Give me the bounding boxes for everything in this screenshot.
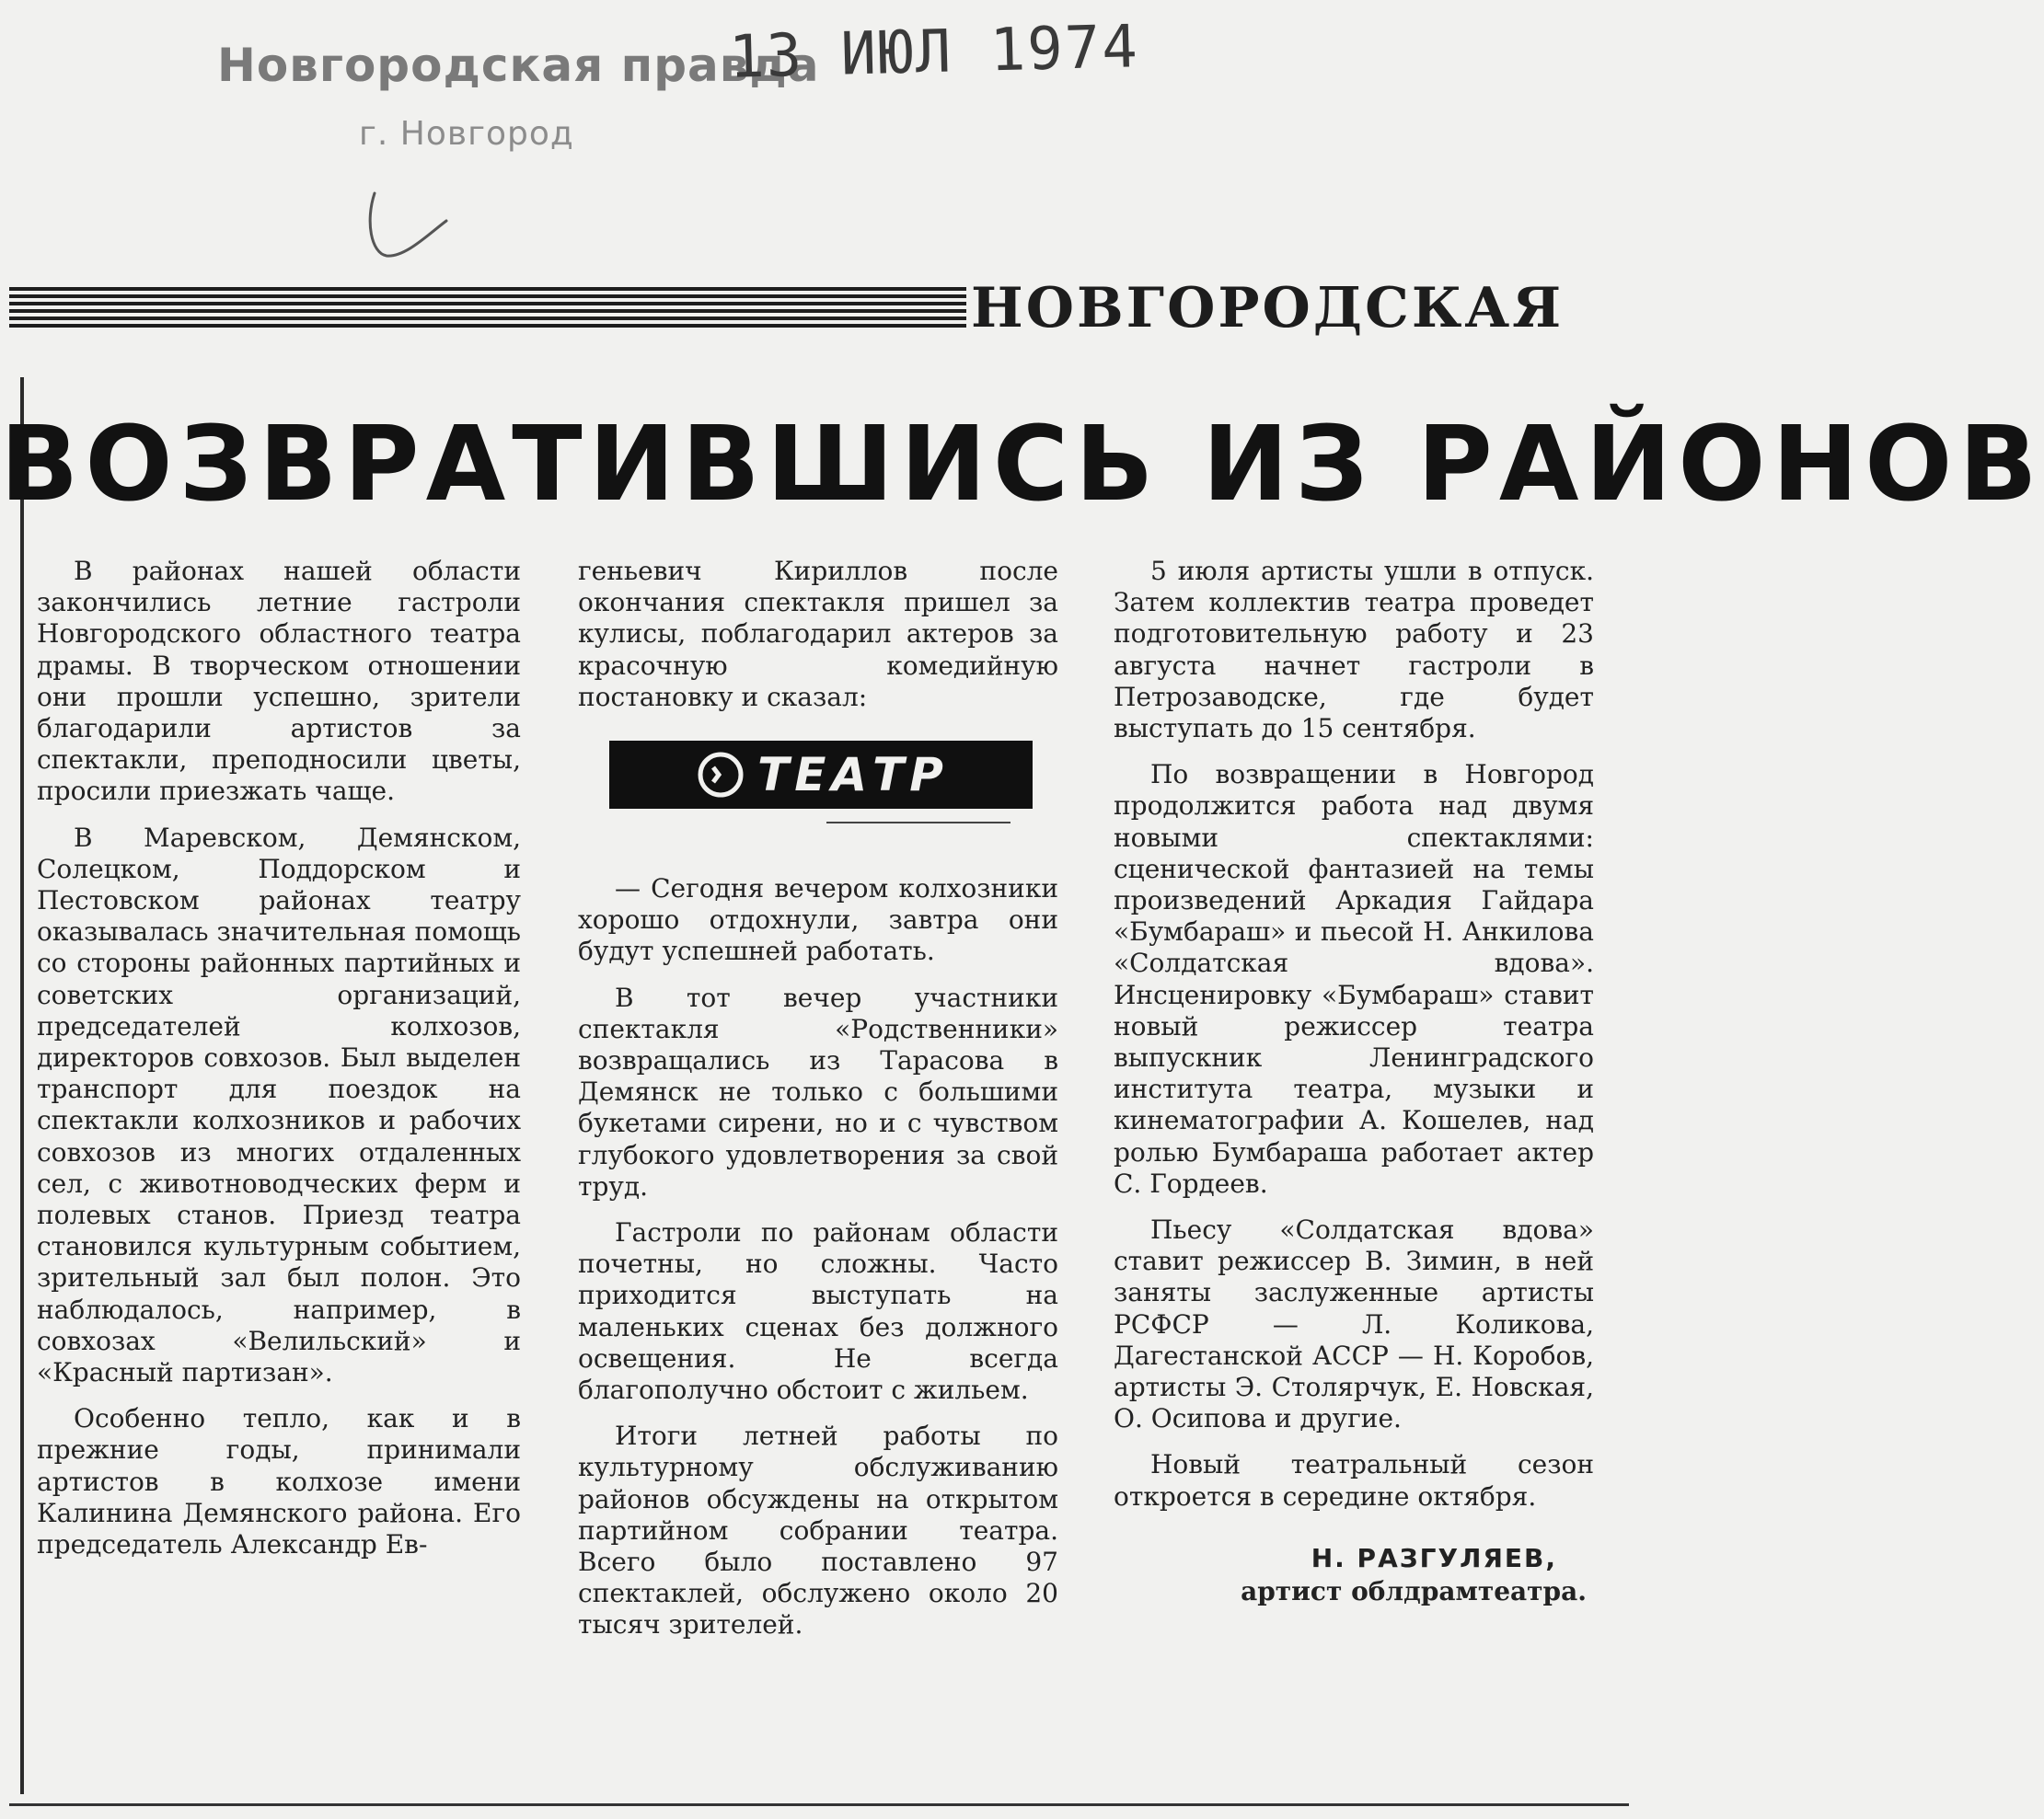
paragraph: — Сегодня вечером колхозники хорошо отдохнули, завтра они будут успешней работать. <box>578 873 1058 967</box>
check-mark-icon <box>364 184 456 267</box>
paragraph: 5 июля артисты ушли в отпуск. Затем коллектив театра проведет подготовительную работу и 23 августа начнет гастроли в Петрозаводске, где будет выступать до 15 сентября. <box>1114 556 1594 744</box>
paragraph: Гастроли по районам области почетны, но сложны. Часто приходится выступать на маленьких сценах без должного освещения. Не всегда благополучно обстоит с жильем. <box>578 1217 1058 1406</box>
paragraph: Особенно тепло, как и в прежние годы, принимали артистов в колхозе имени Калинина Демянского района. Его председатель Александр Ев- <box>37 1403 521 1560</box>
theatre-rubric-logo <box>609 741 1033 809</box>
rubric-divider <box>826 822 1010 823</box>
paragraph: Новый театральный сезон откроется в середине октября. <box>1114 1449 1594 1512</box>
stamp-city: г. Новгород <box>359 115 574 153</box>
author-name: Н. РАЗГУЛЯЕВ, <box>1311 1542 1557 1573</box>
paragraph: По возвращении в Новгород продолжится работа над двумя новыми спектаклями: сценической фантазией на темы произведений Аркадия Гайдара «Бумбараш» и пьесой Н. Анкилова «Солдатская вдова». Инсценировку «Бумбараш» ставит новый режиссер театра выпускник Ленинградского института театра, музыки и кинематографии А. Кошелев, над ролью Бумбараша работает актер С. Гордеев. <box>1114 759 1594 1199</box>
stamp-source: Новгородская правда <box>217 39 820 92</box>
author-signature <box>1114 1542 1594 1608</box>
article-column-1 <box>37 556 521 1575</box>
article-border <box>20 377 24 1794</box>
article-column-3 <box>1114 556 1594 1608</box>
paragraph: Итоги летней работы по культурному обслуживанию районов обсуждены на открытом партийном собрании театра. Всего было поставлено 97 спектаклей, обслужено около 20 тысяч зрителей. <box>578 1421 1058 1641</box>
stamp-date: 13 ИЮЛ 1974 <box>728 13 1140 92</box>
paragraph: В районах нашей области закончились летние гастроли Новгородского областного театра драмы. В творческом отношении они прошли успешно, зрители благодарили артистов за спектакли, преподносили цветы, просили приезжать чаще. <box>37 556 521 807</box>
theatre-mask-icon <box>693 747 748 802</box>
paragraph: В Маревском, Демянском, Солецком, Поддорском и Пестовском районах театру оказывалась значительная помощь со стороны районных партийных и советских организаций, председателей колхозов, директоров совхозов. Был выделен транспорт для поездок на спектакли колхозников и рабочих совхозов из многих отдаленных сел, с животноводческих ферм и полевых станов. Приезд театра становился культурным событием, зрительный зал был полон. Это наблюдалось, например, в совхозах «Велильский» и «Красный партизан». <box>37 822 521 1388</box>
masthead-rules <box>9 287 966 328</box>
paragraph: В тот вечер участники спектакля «Родственники» возвращались из Тарасова в Демянск не только с большими букетами сирени, но и с чувством глубокого удовлетворения за свой труд. <box>578 982 1058 1202</box>
masthead-title: НОВГОРОДСКАЯ <box>971 276 1565 340</box>
article-column-2 <box>578 556 1058 1656</box>
bottom-rule <box>9 1803 1629 1806</box>
rubric-title: ТЕАТР <box>757 747 949 801</box>
author-role: артист облдрамтеатра. <box>1241 1575 1587 1606</box>
paragraph: геньевич Кириллов после окончания спектакля пришел за кулисы, поблагодарил актеров за красочную комедийную постановку и сказал: <box>578 556 1058 712</box>
paragraph: Пьесу «Солдатская вдова» ставит режиссер В. Зимин, в ней заняты заслуженные артисты РСФСР — Л. Коликова, Дагестанской АССР — Н. Коробов, артисты Э. Столярчук, Е. Новская, О. Осипова и другие. <box>1114 1215 1594 1434</box>
article-headline: ВОЗВРАТИВШИСЬ ИЗ РАЙОНОВ <box>0 405 2044 524</box>
